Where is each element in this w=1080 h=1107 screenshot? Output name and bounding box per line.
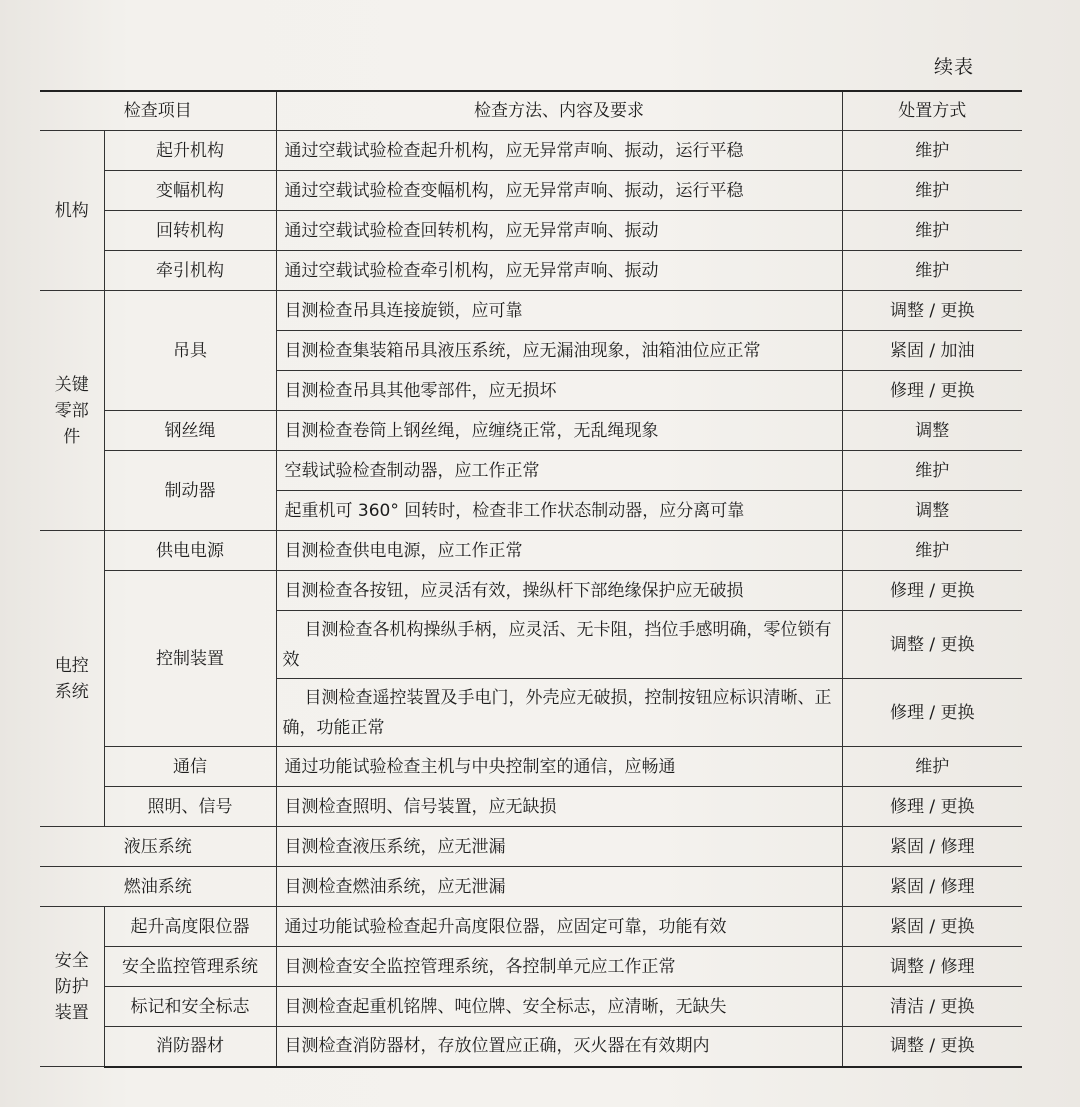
subitem: 回转机构 [104,211,276,251]
table-row [40,531,1022,571]
action: 调整 / 更换 [842,611,1022,679]
action: 调整 / 更换 [842,1027,1022,1067]
action: 调整 / 修理 [842,947,1022,987]
action: 清洁 / 更换 [842,987,1022,1027]
action: 维护 [842,531,1022,571]
inspection-table [40,90,1022,1068]
subitem: 变幅机构 [104,171,276,211]
action: 修理 / 更换 [842,787,1022,827]
table-row [40,787,1022,827]
requirement: 通过空载试验检查回转机构，应无异常声响、振动 [276,211,842,251]
category-line: 系统 [54,681,89,702]
requirement: 目测检查起重机铭牌、吨位牌、安全标志，应清晰，无缺失 [276,987,842,1027]
subitem-rope: 钢丝绳 [104,411,276,451]
requirement: 目测检查卷筒上钢丝绳，应缠绕正常，无乱绳现象 [276,411,842,451]
requirement: 目测检查消防器材，存放位置应正确，灭火器在有效期内 [276,1027,842,1067]
subitem-lighting: 照明、信号 [104,787,276,827]
category-mechanism: 机构 [40,131,104,291]
header-method: 检查方法、内容及要求 [276,91,842,131]
table-row [40,171,1022,211]
table-row [40,907,1022,947]
subitem-comm: 通信 [104,747,276,787]
category-line: 防护 [54,976,89,997]
subitem: 牵引机构 [104,251,276,291]
category-hydraulic: 液压系统 [40,827,276,867]
table-row [40,987,1022,1027]
requirement: 目测检查安全监控管理系统，各控制单元应工作正常 [276,947,842,987]
category-line: 关键 [54,374,89,395]
action: 修理 / 更换 [842,571,1022,611]
subitem-brake: 制动器 [104,451,276,531]
requirement: 目测检查吊具其他零部件，应无损坏 [276,371,842,411]
table-row [40,747,1022,787]
subitem-spreader: 吊具 [104,291,276,411]
requirement: 目测检查燃油系统，应无泄漏 [276,867,842,907]
action: 维护 [842,171,1022,211]
continued-label: 续表 [933,56,974,78]
subitem: 起升机构 [104,131,276,171]
requirement: 通过功能试验检查主机与中央控制室的通信，应畅通 [276,747,842,787]
header-item: 检查项目 [40,91,276,131]
table-row [40,211,1022,251]
table-row [40,1027,1022,1067]
table-header-row [40,91,1022,131]
table-row [40,411,1022,451]
category-fuel: 燃油系统 [40,867,276,907]
requirement: 起重机可 360° 回转时，检查非工作状态制动器，应分离可靠 [276,491,842,531]
action: 维护 [842,747,1022,787]
category-line: 装置 [54,1002,89,1023]
table-row [40,251,1022,291]
table-row [40,867,1022,907]
subitem-control: 控制装置 [104,571,276,747]
action: 维护 [842,451,1022,491]
requirement: 通过空载试验检查起升机构，应无异常声响、振动，运行平稳 [276,131,842,171]
requirement: 目测检查各机构操纵手柄，应灵活、无卡阻，挡位手感明确，零位锁有效 [276,611,842,679]
category-line: 电控 [54,655,89,676]
action: 紧固 / 修理 [842,827,1022,867]
table-row [40,571,1022,611]
subitem: 起升高度限位器 [104,907,276,947]
table-row [40,451,1022,491]
table-row [40,131,1022,171]
requirement: 目测检查各按钮，应灵活有效，操纵杆下部绝缘保护应无破损 [276,571,842,611]
action: 紧固 / 修理 [842,867,1022,907]
category-line: 安全 [54,950,89,971]
action: 修理 / 更换 [842,679,1022,747]
action: 维护 [842,251,1022,291]
action: 维护 [842,211,1022,251]
category-electrical [40,531,104,827]
header-action: 处置方式 [842,91,1022,131]
category-line: 件 [63,426,81,447]
requirement: 目测检查液压系统，应无泄漏 [276,827,842,867]
action: 修理 / 更换 [842,371,1022,411]
requirement: 目测检查照明、信号装置，应无缺损 [276,787,842,827]
category-line: 零部 [54,400,89,421]
action: 紧固 / 更换 [842,907,1022,947]
requirement: 通过功能试验检查起升高度限位器，应固定可靠，功能有效 [276,907,842,947]
category-safety [40,907,104,1067]
subitem-power: 供电电源 [104,531,276,571]
table-row [40,827,1022,867]
category-key-parts [40,291,104,531]
action: 紧固 / 加油 [842,331,1022,371]
requirement: 目测检查遥控装置及手电门，外壳应无破损，控制按钮应标识清晰、正确，功能正常 [276,679,842,747]
subitem: 安全监控管理系统 [104,947,276,987]
requirement: 空载试验检查制动器，应工作正常 [276,451,842,491]
action: 维护 [842,131,1022,171]
requirement: 通过空载试验检查牵引机构，应无异常声响、振动 [276,251,842,291]
requirement: 通过空载试验检查变幅机构，应无异常声响、振动，运行平稳 [276,171,842,211]
action: 调整 [842,491,1022,531]
table-row [40,291,1022,331]
subitem: 标记和安全标志 [104,987,276,1027]
requirement: 目测检查集装箱吊具液压系统，应无漏油现象，油箱油位应正常 [276,331,842,371]
subitem: 消防器材 [104,1027,276,1067]
table-row [40,947,1022,987]
action: 调整 [842,411,1022,451]
requirement: 目测检查供电电源，应工作正常 [276,531,842,571]
requirement: 目测检查吊具连接旋锁，应可靠 [276,291,842,331]
action: 调整 / 更换 [842,291,1022,331]
